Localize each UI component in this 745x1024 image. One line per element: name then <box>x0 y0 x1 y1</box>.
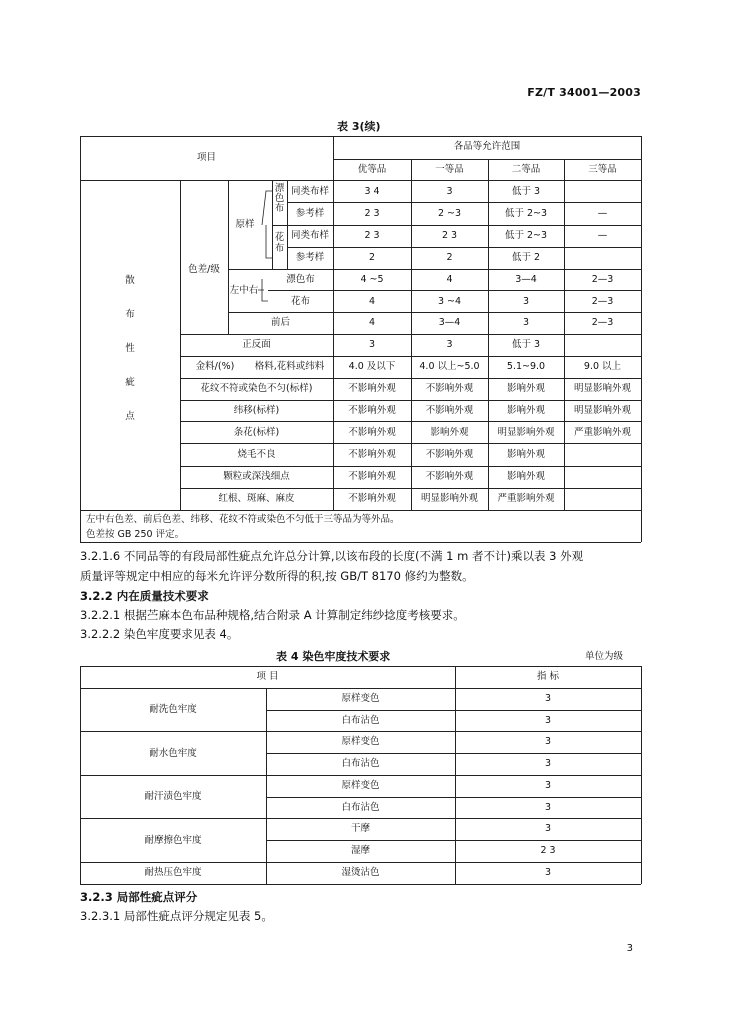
cell: 不影响外观 <box>348 383 396 394</box>
t4-header-index: 指 标 <box>536 671 560 682</box>
table4-caption: 表 4 染色牢度技术要求 <box>276 650 391 663</box>
cell: 2 <box>446 252 453 263</box>
cell: 2—3 <box>591 274 614 285</box>
cell: 2 3 <box>441 230 458 241</box>
front-back-label: 前后 <box>270 317 290 328</box>
cell: 不影响外观 <box>425 471 474 482</box>
cell: 2—3 <box>591 317 614 328</box>
t3-header-item: 项目 <box>196 152 216 163</box>
group-char-4: 疵 <box>125 377 135 388</box>
cell: — <box>597 230 608 241</box>
para-3222: 3.2.2.2 染色牢度要求见表 4。 <box>80 627 239 641</box>
cell: 影响外观 <box>506 471 545 482</box>
t3-header-range: 各品等允许范围 <box>453 141 521 152</box>
t4-val: 3 <box>544 867 552 878</box>
table3-note-1: 左中右色差、前后色差、纬移、花纹不符或染色不匀低于三等品为等外品。 <box>86 514 400 525</box>
table4-unit: 单位为级 <box>585 651 624 662</box>
printed-same-batch: 同类布样 <box>290 230 329 241</box>
cell: 2 3 <box>364 230 380 241</box>
t3-grade-3: 二等品 <box>511 164 541 175</box>
cell: 2 3 <box>364 208 380 219</box>
group-char-1: 散 <box>125 275 135 286</box>
cell: 3 <box>522 296 530 307</box>
cell: 4.0 以上~5.0 <box>419 361 480 372</box>
cell: 3—4 <box>438 317 461 328</box>
t4-val: 3 <box>544 780 552 791</box>
t4-val: 3 <box>544 693 552 704</box>
heading-322: 3.2.2 内在质量技术要求 <box>80 589 209 603</box>
cell: 明显影响外观 <box>497 427 555 438</box>
page-number: 3 <box>626 943 633 954</box>
t4-header-item: 项 目 <box>256 671 279 682</box>
para-3221: 3.2.2.1 根据苎麻本色布品种规格,结合附录 A 计算制定纬纱捻度考核要求。 <box>80 608 465 622</box>
t4-val: 3 <box>544 736 552 747</box>
table3-caption: 表 3(续) <box>337 120 381 133</box>
sample-label: 原样 <box>235 219 255 230</box>
redroot-label: 红根、斑麻、麻皮 <box>218 493 295 504</box>
cell: 4 ~5 <box>360 274 384 285</box>
t4-sub: 原样变色 <box>341 780 380 791</box>
cell: 不影响外观 <box>348 405 396 416</box>
t4-sub: 白布沾色 <box>341 715 380 726</box>
cell: 不影响外观 <box>425 449 474 460</box>
color-diff-label: 色差/级 <box>188 264 220 275</box>
cell: 4 <box>368 296 376 307</box>
cell: 不影响外观 <box>425 405 474 416</box>
cell: 不影响外观 <box>348 427 396 438</box>
cell: 明显影响外观 <box>573 405 631 416</box>
cell: 4 <box>368 317 376 328</box>
singe-label: 烧毛不良 <box>237 449 276 460</box>
t3-grade-1: 优等品 <box>357 164 387 175</box>
cell: 影响外观 <box>506 405 545 416</box>
t4-sub: 湿摩 <box>350 845 370 856</box>
cell: 2 ~3 <box>437 208 462 219</box>
printed-vertical-label: 花布 <box>274 232 285 254</box>
t4-row-name: 耐水色牢度 <box>149 748 197 759</box>
group-char-2: 布 <box>125 309 135 320</box>
cell: 3 4 <box>364 186 380 197</box>
cell: 低于 2~3 <box>504 230 548 241</box>
cell: 4 <box>446 274 453 285</box>
lmr-printed-label: 花布 <box>290 296 310 307</box>
cell: 不影响外观 <box>425 383 474 394</box>
t4-val: 3 <box>544 758 552 769</box>
t4-sub: 白布沾色 <box>341 802 380 813</box>
cell: 9.0 以上 <box>583 361 622 372</box>
grain-label: 颗粒或深浅细点 <box>223 471 290 482</box>
t4-val: 3 <box>544 802 552 813</box>
cell: 明显影响外观 <box>420 493 478 504</box>
lmr-dyed-label: 漂色布 <box>286 274 315 285</box>
lmr-label: 左中右 <box>229 285 259 296</box>
dyed-vertical-label: 漂色布 <box>274 183 285 214</box>
t4-sub: 白布沾色 <box>341 758 380 769</box>
cell: 3 <box>446 339 453 350</box>
cell: 低于 3 <box>511 339 541 350</box>
dyed-reference: 参考样 <box>295 208 325 219</box>
cell: 不影响外观 <box>348 493 396 504</box>
cell: 3 <box>446 186 453 197</box>
t4-val: 3 <box>544 715 552 726</box>
flower-label: 花纹不符或染色不匀(标样) <box>200 383 313 394</box>
gold-sub-label: 格料,花料或纬料 <box>254 361 325 372</box>
cell: 2 <box>368 252 376 263</box>
cell: — <box>597 208 608 219</box>
printed-reference: 参考样 <box>295 252 325 263</box>
cell: 低于 2~3 <box>504 208 548 219</box>
cell: 3 <box>368 339 376 350</box>
cell: 明显影响外观 <box>573 383 631 394</box>
t3-grade-2: 一等品 <box>435 164 464 175</box>
para-3216-line1: 3.2.1.6 不同品等的有段局部性疵点允许总分计算,以该布段的长度(不满 1 m 者不计)乘以表 3 外观 <box>80 549 584 563</box>
t4-val: 2 3 <box>540 845 556 856</box>
cell: 不影响外观 <box>348 471 396 482</box>
cell: 5.1~9.0 <box>506 361 546 372</box>
t4-sub: 原样变色 <box>341 693 380 704</box>
table3-note-2: 色差按 GB 250 评定。 <box>86 529 185 540</box>
t4-row-name: 耐汗渍色牢度 <box>144 791 202 802</box>
group-char-5: 点 <box>125 411 135 422</box>
weft-label: 纬移(标样) <box>233 405 280 416</box>
cell: 严重影响外观 <box>497 493 555 504</box>
dyed-same-batch: 同类布样 <box>290 186 329 197</box>
gold-label: 金料/(%) <box>195 361 235 372</box>
t4-row-name: 耐热压色牢度 <box>144 867 202 878</box>
t4-sub: 湿烫沾色 <box>341 867 380 878</box>
t4-row-name: 耐摩擦色牢度 <box>144 835 202 846</box>
cell: 低于 3 <box>511 186 541 197</box>
t4-sub: 干摩 <box>350 823 370 834</box>
cell: 2—3 <box>591 296 614 307</box>
cell: 影响外观 <box>506 383 545 394</box>
group-char-3: 性 <box>125 343 135 354</box>
t3-grade-4: 三等品 <box>588 164 617 175</box>
cell: 3 ~4 <box>437 296 462 307</box>
cell: 3 <box>522 317 530 328</box>
streak-label: 条花(标样) <box>233 427 280 438</box>
cell: 4.0 及以下 <box>348 361 396 372</box>
standard-number: FZ/T 34001—2003 <box>527 86 641 99</box>
t4-val: 3 <box>544 823 552 834</box>
cell: 低于 2 <box>511 252 541 263</box>
two-sides-label: 正反面 <box>242 339 271 350</box>
cell: 影响外观 <box>506 449 545 460</box>
t4-row-name: 耐洗色牢度 <box>149 704 197 715</box>
cell: 严重影响外观 <box>573 427 631 438</box>
heading-323: 3.2.3 局部性疵点评分 <box>80 890 198 904</box>
t4-sub: 原样变色 <box>341 736 380 747</box>
cell: 不影响外观 <box>348 449 396 460</box>
cell: 影响外观 <box>430 427 469 438</box>
para-3231: 3.2.3.1 局部性疵点评分规定见表 5。 <box>80 909 273 923</box>
cell: 3—4 <box>515 274 537 285</box>
para-3216-line2: 质量评等规定中相应的每米允许评分数所得的积,按 GB/T 8170 修约为整数。 <box>80 569 474 583</box>
